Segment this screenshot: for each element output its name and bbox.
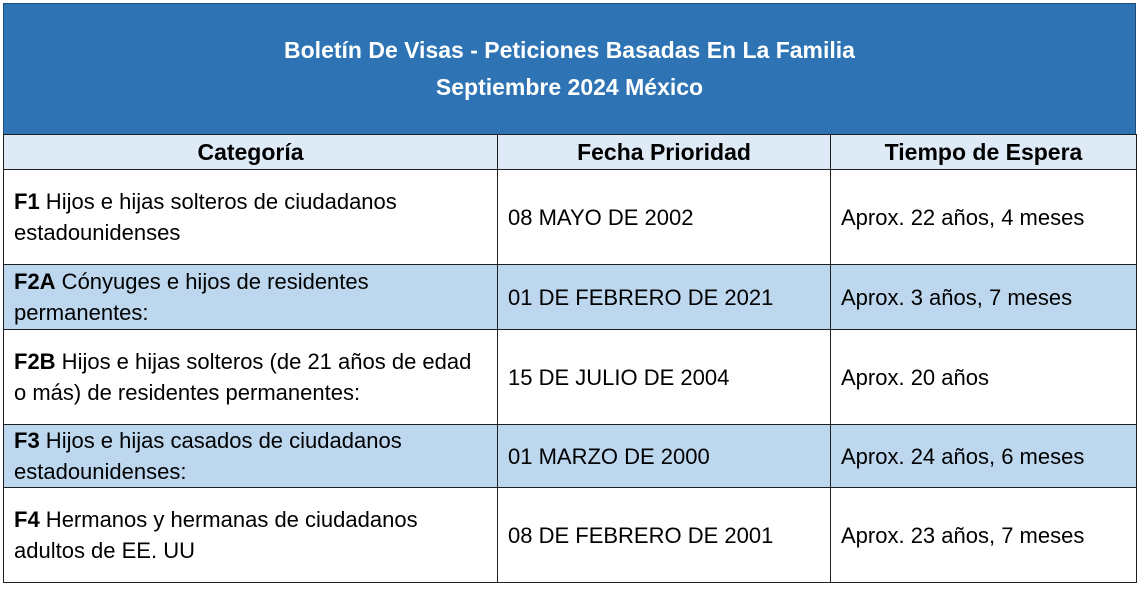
column-header-wait-time: Tiempo de Espera [831, 135, 1137, 170]
wait-time-cell: Aprox. 23 años, 7 meses [831, 488, 1137, 583]
visa-bulletin-document [3, 3, 1136, 589]
category-code: F2B [14, 349, 56, 374]
category-cell [4, 170, 498, 265]
priority-date-cell: 08 DE FEBRERO DE 2001 [498, 488, 831, 583]
category-description: Cónyuges e hijos de residentes permanentes: [14, 269, 369, 325]
category-cell [4, 425, 498, 488]
category-cell [4, 265, 498, 330]
bulletin-table [3, 134, 1137, 583]
category-code: F2A [14, 269, 56, 294]
category-description: Hermanos y hermanas de ciudadanos adultos de EE. UU [14, 507, 418, 563]
priority-date-cell: 01 DE FEBRERO DE 2021 [498, 265, 831, 330]
category-description: Hijos e hijas casados de ciudadanos estadounidenses: [14, 428, 402, 484]
priority-date-cell: 01 MARZO DE 2000 [498, 425, 831, 488]
category-code: F1 [14, 189, 40, 214]
category-cell [4, 330, 498, 425]
category-description: Hijos e hijas solteros de ciudadanos estadounidenses [14, 189, 397, 245]
wait-time-cell: Aprox. 3 años, 7 meses [831, 265, 1137, 330]
table-row [4, 265, 1137, 330]
table-header-row [4, 135, 1137, 170]
table-row [4, 330, 1137, 425]
priority-date-cell: 15 DE JULIO DE 2004 [498, 330, 831, 425]
priority-date-cell: 08 MAYO DE 2002 [498, 170, 831, 265]
category-code: F4 [14, 507, 40, 532]
wait-time-cell: Aprox. 24 años, 6 meses [831, 425, 1137, 488]
title-line-2: Septiembre 2024 México [435, 74, 704, 100]
title-line-1: Boletín De Visas - Peticiones Basadas En La Familia [284, 37, 855, 63]
table-row [4, 170, 1137, 265]
category-cell [4, 488, 498, 583]
wait-time-cell: Aprox. 22 años, 4 meses [831, 170, 1137, 265]
category-description: Hijos e hijas solteros (de 21 años de edad o más) de residentes permanentes: [14, 349, 472, 405]
wait-time-cell: Aprox. 20 años [831, 330, 1137, 425]
column-header-priority-date: Fecha Prioridad [498, 135, 831, 170]
category-code: F3 [14, 428, 40, 453]
bulletin-title [3, 3, 1136, 135]
column-header-category: Categoría [4, 135, 498, 170]
table-row [4, 488, 1137, 583]
table-row [4, 425, 1137, 488]
